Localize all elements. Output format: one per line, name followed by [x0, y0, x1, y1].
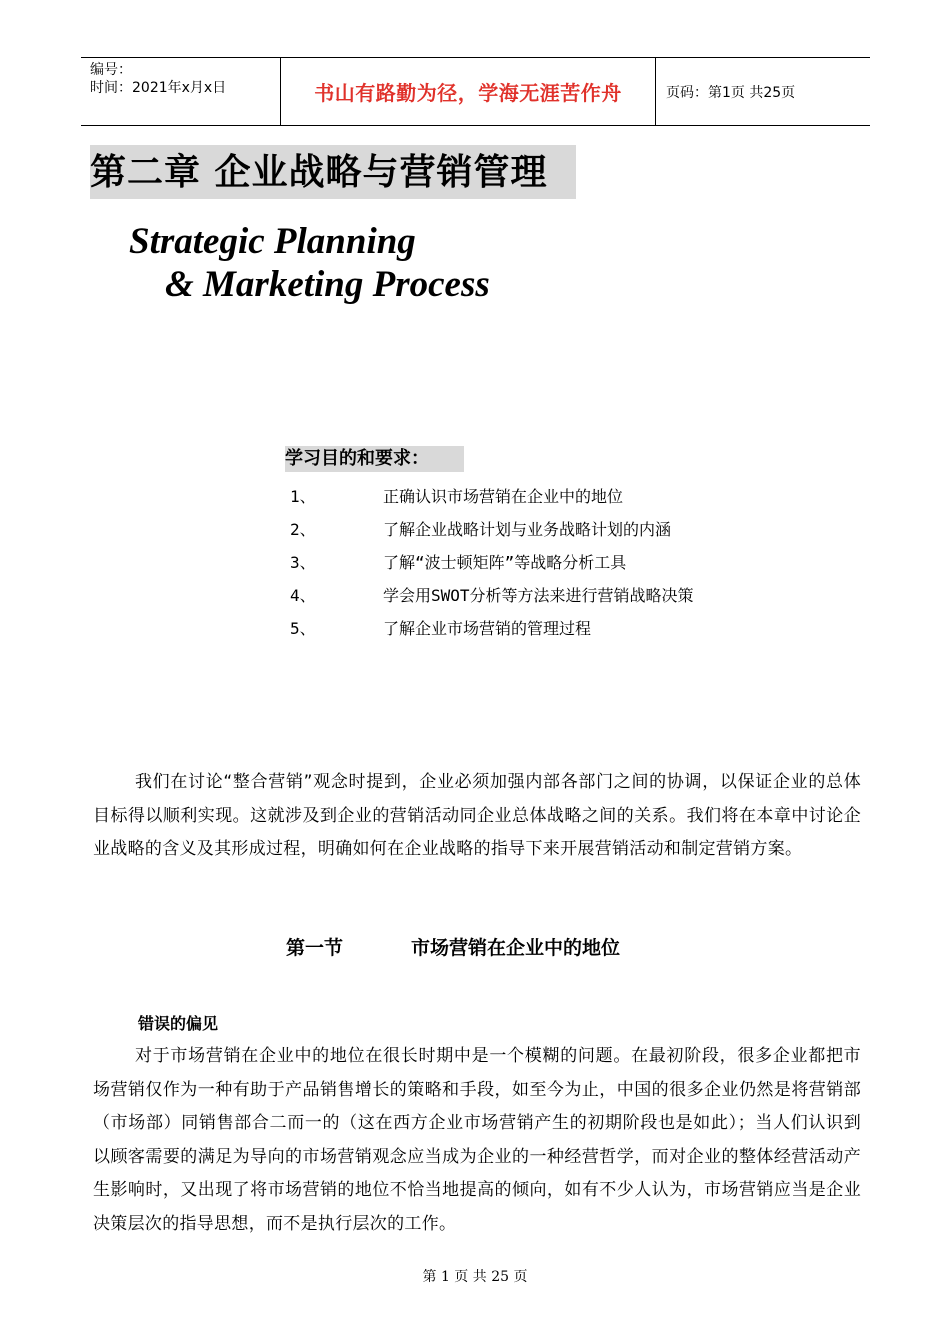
header-motto: 书山有路勤为径，学海无涯苦作舟 — [281, 58, 656, 125]
goal-number: 1、 — [290, 487, 316, 506]
number-label: 编号： — [90, 62, 132, 78]
goals-heading: 学习目的和要求： — [285, 446, 464, 472]
chapter-title: 第二章 企业战略与营销管理 — [90, 145, 576, 199]
goal-text: 正确认识市场营销在企业中的地位 — [383, 487, 624, 506]
document-header — [81, 57, 870, 126]
header-page-label: 页码：第1页 共25页 — [666, 84, 796, 101]
goal-number: 2、 — [290, 520, 316, 539]
goal-number: 4、 — [290, 586, 316, 605]
time-label: 时间：2021年x月x日 — [90, 80, 227, 96]
goal-item — [290, 616, 591, 639]
page-footer: 第 1 页 共 25 页 — [422, 1269, 528, 1285]
english-title-line2: & Marketing Process — [165, 264, 490, 305]
goal-text: 了解企业市场营销的管理过程 — [383, 619, 592, 638]
goal-number: 3、 — [290, 553, 316, 572]
goal-item — [290, 583, 694, 606]
goal-item — [290, 517, 671, 540]
goal-text: 学会用SWOT分析等方法来进行营销战略决策 — [383, 586, 694, 605]
goal-number: 5、 — [290, 619, 316, 638]
section-title — [286, 933, 620, 960]
intro-paragraph: 我们在讨论“整合营销”观念时提到，企业必须加强内部各部门之间的协调，以保证企业的总体目标得以顺利实现。这就涉及到企业的营销活动同企业总体战略之间的关系。我们将在本章中讨论企业战略的含义及其形成过程，明确如何在企业战略的指导下来开展营销活动和制定营销方案。 — [93, 772, 861, 859]
goal-item — [290, 550, 626, 573]
goal-item — [290, 484, 623, 507]
subheading: 错误的偏见 — [138, 1014, 219, 1033]
goal-text: 了解企业战略计划与业务战略计划的内涵 — [383, 520, 672, 539]
goal-text: 了解“波士顿矩阵”等战略分析工具 — [383, 553, 627, 572]
section-name: 市场营销在企业中的地位 — [411, 937, 621, 959]
section-number: 第一节 — [286, 937, 344, 959]
body-paragraph: 对于市场营销在企业中的地位在很长时期中是一个模糊的问题。在最初阶段，很多企业都把市场营销仅作为一种有助于产品销售增长的策略和手段，如至今为止，中国的很多企业仍然是将营销部（市场部）同销售部合二而一的（这在西方企业市场营销产生的初期阶段也是如此）；当人们认识到以顾客需要的满足为导向的市场营销观念应当成为企业的一种经营哲学，而对企业的整体经营活动产生影响时，又出现了将市场营销的地位不恰当地提高的倾向，如有不少人认为，市场营销应当是企业决策层次的指导思想，而不是执行层次的工作。 — [93, 1046, 861, 1234]
english-title-line1: Strategic Planning — [129, 221, 416, 262]
header-meta — [81, 58, 281, 125]
